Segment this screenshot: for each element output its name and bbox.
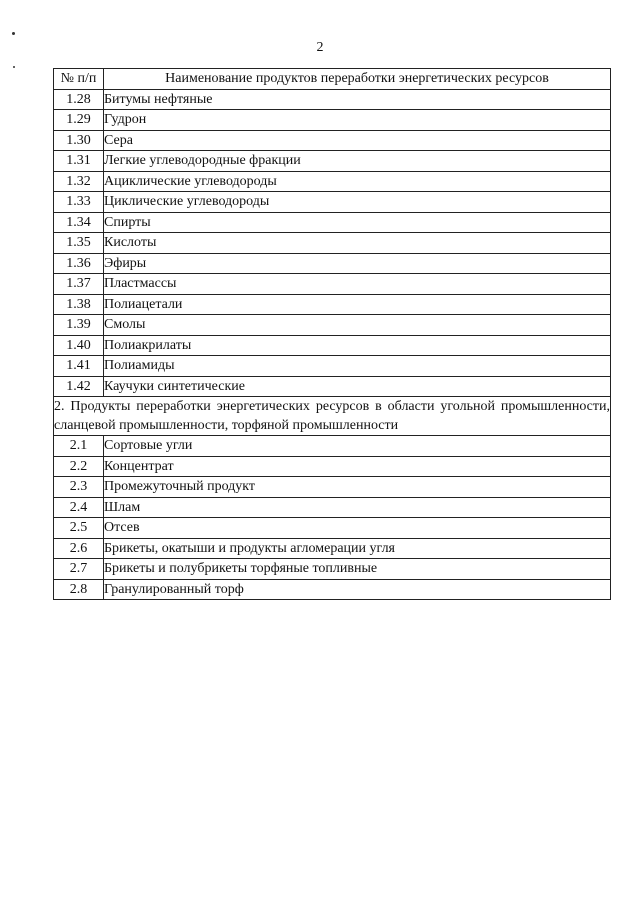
table-row <box>54 477 611 498</box>
products-table <box>53 68 611 600</box>
row-number: 2.4 <box>54 497 104 518</box>
section-heading-row <box>54 397 611 436</box>
table-row <box>54 151 611 172</box>
row-number: 2.7 <box>54 559 104 580</box>
table-row <box>54 579 611 600</box>
row-number: 2.6 <box>54 538 104 559</box>
row-number: 1.31 <box>54 151 104 172</box>
row-number: 1.38 <box>54 294 104 315</box>
row-product-name: Гудрон <box>104 110 611 131</box>
row-product-name: Брикеты и полубрикеты торфяные топливные <box>104 559 611 580</box>
table-row <box>54 436 611 457</box>
row-number: 2.2 <box>54 456 104 477</box>
row-number: 2.5 <box>54 518 104 539</box>
table-row <box>54 559 611 580</box>
table-row <box>54 518 611 539</box>
table-row <box>54 376 611 397</box>
table-row <box>54 497 611 518</box>
table-row <box>54 456 611 477</box>
row-number: 1.28 <box>54 89 104 110</box>
row-number: 1.39 <box>54 315 104 336</box>
row-product-name: Брикеты, окатыши и продукты агломерации угля <box>104 538 611 559</box>
row-product-name: Концентрат <box>104 456 611 477</box>
table-row <box>54 335 611 356</box>
table-body-part1 <box>54 89 611 397</box>
table-row <box>54 192 611 213</box>
row-product-name: Смолы <box>104 315 611 336</box>
scan-artifact <box>13 66 15 68</box>
row-number: 1.32 <box>54 171 104 192</box>
header-name: Наименование продуктов переработки энергетических ресурсов <box>104 69 611 90</box>
table-row <box>54 233 611 254</box>
table-row <box>54 110 611 131</box>
row-number: 1.36 <box>54 253 104 274</box>
row-product-name: Сера <box>104 130 611 151</box>
row-product-name: Промежуточный продукт <box>104 477 611 498</box>
row-number: 1.29 <box>54 110 104 131</box>
table-row <box>54 538 611 559</box>
row-number: 1.33 <box>54 192 104 213</box>
row-number: 1.35 <box>54 233 104 254</box>
table-row <box>54 315 611 336</box>
row-number: 2.8 <box>54 579 104 600</box>
row-product-name: Полиакрилаты <box>104 335 611 356</box>
table-body-part2 <box>54 436 611 600</box>
row-product-name: Кислоты <box>104 233 611 254</box>
table-row <box>54 294 611 315</box>
row-product-name: Полиамиды <box>104 356 611 377</box>
row-number: 1.34 <box>54 212 104 233</box>
table-section-2 <box>54 397 611 436</box>
header-number: № п/п <box>54 69 104 90</box>
row-product-name: Ациклические углеводороды <box>104 171 611 192</box>
row-product-name: Циклические углеводороды <box>104 192 611 213</box>
row-product-name: Гранулированный торф <box>104 579 611 600</box>
page-number: 2 <box>316 40 324 55</box>
table-header-row <box>54 69 611 90</box>
row-product-name: Шлам <box>104 497 611 518</box>
table-row <box>54 89 611 110</box>
row-product-name: Спирты <box>104 212 611 233</box>
row-product-name: Отсев <box>104 518 611 539</box>
row-product-name: Битумы нефтяные <box>104 89 611 110</box>
row-product-name: Эфиры <box>104 253 611 274</box>
table-row <box>54 171 611 192</box>
table-row <box>54 212 611 233</box>
row-number: 2.1 <box>54 436 104 457</box>
row-number: 1.37 <box>54 274 104 295</box>
row-product-name: Легкие углеводородные фракции <box>104 151 611 172</box>
table-row <box>54 130 611 151</box>
table-row <box>54 253 611 274</box>
row-number: 2.3 <box>54 477 104 498</box>
row-number: 1.40 <box>54 335 104 356</box>
section-2-heading: 2. Продукты переработки энергетических ресурсов в области угольной промышленности, сланцевой промышленности, торфяной промышленности <box>54 397 611 436</box>
row-product-name: Полиацетали <box>104 294 611 315</box>
row-product-name: Пластмассы <box>104 274 611 295</box>
table-row <box>54 274 611 295</box>
scan-artifact <box>12 32 15 35</box>
row-product-name: Сортовые угли <box>104 436 611 457</box>
row-number: 1.42 <box>54 376 104 397</box>
table-row <box>54 356 611 377</box>
row-number: 1.30 <box>54 130 104 151</box>
row-product-name: Каучуки синтетические <box>104 376 611 397</box>
row-number: 1.41 <box>54 356 104 377</box>
